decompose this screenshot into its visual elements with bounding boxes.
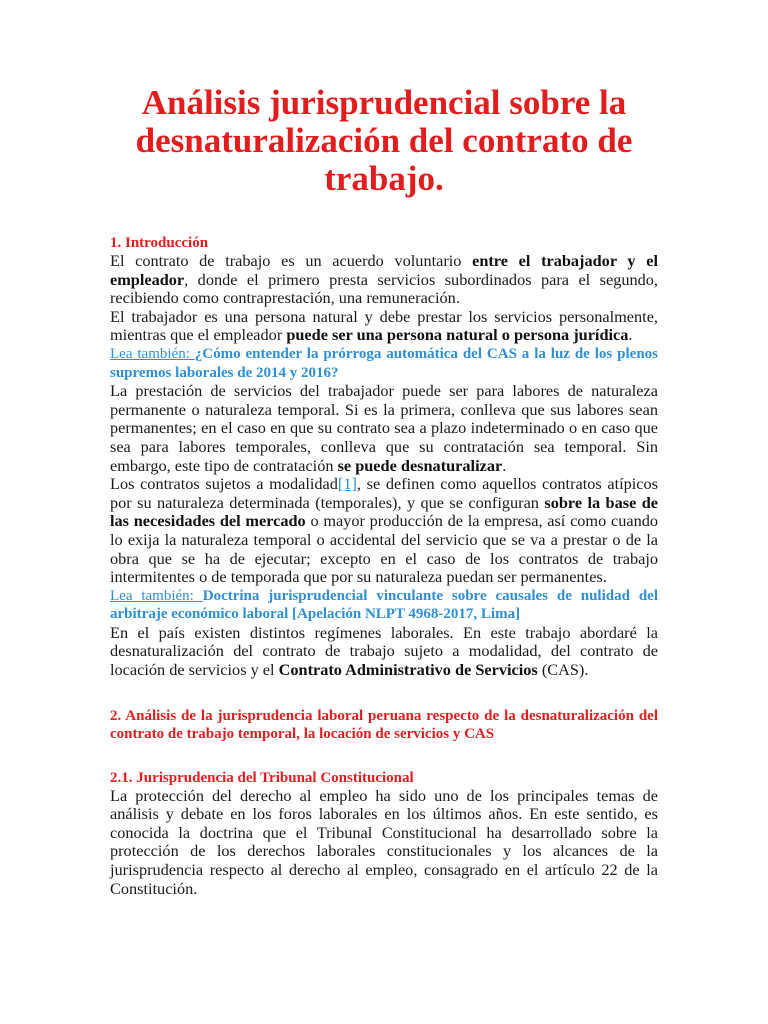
- section-1-heading: 1. Introducción: [110, 235, 209, 251]
- intro-paragraph-3: La prestación de servicios del trabajador puede ser para labores de naturaleza permanente o naturaleza temporal. Si es la primera, conlleva que sus labores sean permanentes; en el caso en que su contrato sea a plazo indeterminado o en caso que sea para labores temporales, conlleva que su contratación sea temporal. Sin embargo, este tipo de contratación se puede desnaturalizar.: [110, 381, 658, 475]
- intro-paragraph-1: El contrato de trabajo es un acuerdo voluntario entre el trabajador y el empleador, donde el primero presta servicios subordinados para el segundo, recibiendo como contraprestación, una remuneración.: [110, 251, 658, 308]
- intro-paragraph-2: El trabajador es una persona natural y debe prestar los servicios personalmente, mientras que el empleador puede ser una persona natural o persona jurídica.: [110, 306, 658, 345]
- intro-paragraph-5: En el país existen distintos regímenes laborales. En este trabajo abordaré la desnaturalización del contrato de trabajo sujeto a modalidad, del contrato de locación de servicios y el Contrato Administrativo de Servicios (CAS).: [110, 622, 658, 680]
- see-also-label[interactable]: Lea también:: [110, 345, 195, 362]
- see-also-2: [110, 587, 658, 624]
- intro-paragraph-4: Los contratos sujetos a modalidad[1], se definen como aquellos contratos atípicos por su naturaleza determinada (temporales), y que se configuran sobre la base de las necesidades del mercado o mayor producción de la empresa, así como cuando lo exija la naturaleza temporal o accidental del servicio que se va a prestar o de la obra que se ha de ejecutar; excepto en el caso de los contratos de trabajo intermitentes o de temporada que por su naturaleza puedan ser permanentes.: [110, 474, 659, 587]
- section-2-heading: 2. Análisis de la jurisprudencia laboral peruana respecto de la desnaturalización del contrato de trabajo temporal, la locación de servicios y CAS: [110, 707, 658, 742]
- section-2-1-heading: 2.1. Jurisprudencia del Tribunal Constitucional: [110, 769, 414, 786]
- see-also-label[interactable]: Lea también:: [110, 587, 203, 604]
- footnote-link-1[interactable]: [1]: [337, 474, 357, 494]
- document-title: Análisis jurisprudencial sobre la desnaturalización del contrato de trabajo.: [135, 83, 633, 198]
- see-also-link-cas-prorroga[interactable]: ¿Cómo entender la prórroga automática del CAS a la luz de los plenos supremos laborales de 2014 y 2016?: [110, 345, 658, 381]
- see-also-1: [110, 345, 658, 382]
- see-also-link-doctrina-arbitraje[interactable]: Doctrina jurisprudencial vinculante sobre causales de nulidad del arbitraje económico laboral [Apelación NLPT 4968-2017, Lima]: [110, 587, 658, 623]
- section-2-1-paragraph-1: La protección del derecho al empleo ha sido uno de los principales temas de análisis y debate en los foros laborales en los últimos años. En este sentido, es conocida la doctrina que el Tribunal Constitucional ha desarrollado sobre la protección de los derechos laborales constitucionales y los alcances de la jurisprudencia respecto al derecho al empleo, consagrado en el artículo 22 de la Constitución.: [110, 785, 658, 898]
